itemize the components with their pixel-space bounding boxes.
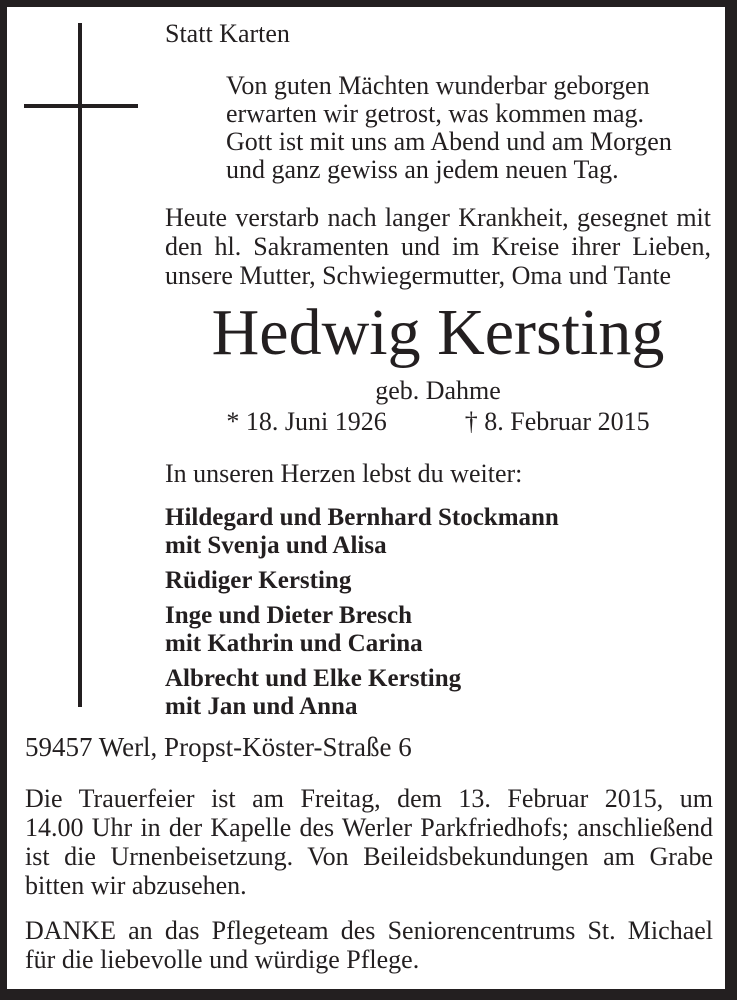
thanks-line: für die liebevolle und würdige Pflege.	[25, 945, 420, 974]
funeral-line: Die Trauerfeier ist am Freitag, dem 13. Februar 2015, um	[25, 784, 713, 813]
deceased-name: Hedwig Kersting	[211, 296, 665, 369]
funeral-line: 14.00 Uhr in der Kapelle des Werler Parkfriedhofs; anschließend	[25, 813, 713, 842]
mourner-group	[165, 567, 559, 595]
thanks-line: DANKE an das Pflegeteam des Seniorencentrums St. Michael	[25, 916, 713, 945]
mourner-group	[165, 665, 559, 721]
funeral-line: ist die Urnenbeisetzung. Von Beileidsbekundungen am Grabe	[25, 842, 713, 871]
funeral-line: bitten wir abzusehen.	[25, 871, 247, 900]
intro-line: unsere Mutter, Schwiegermutter, Oma und Tante	[165, 261, 672, 290]
death-announcement-paragraph	[165, 203, 711, 290]
cross-icon-horizontal-bar	[24, 104, 138, 108]
statt-karten-label: Statt Karten	[165, 19, 290, 48]
mourner-line: Rüdiger Kersting	[165, 567, 352, 594]
home-address: 59457 Werl, Propst-Köster-Straße 6	[25, 732, 412, 762]
mourner-group	[165, 602, 559, 658]
verse-line: und ganz gewiss an jedem neuen Tag.	[226, 155, 619, 184]
life-dates	[165, 408, 711, 436]
intro-line: Heute verstarb nach langer Krankheit, gesegnet mit	[165, 203, 711, 232]
thanks-paragraph	[25, 916, 713, 974]
maiden-name: geb. Dahme	[375, 376, 501, 405]
mourner-line: Inge und Dieter Bresch	[165, 602, 412, 629]
mourner-line: Hildegard und Bernhard Stockmann	[165, 504, 559, 531]
mourner-line: mit Kathrin und Carina	[165, 630, 423, 657]
death-date: † 8. Februar 2015	[464, 407, 650, 436]
memorial-line: In unseren Herzen lebst du weiter:	[165, 459, 523, 488]
mourner-line: Albrecht und Elke Kersting	[165, 665, 462, 692]
funeral-information-paragraph	[25, 784, 713, 900]
cross-icon-vertical-bar	[78, 23, 82, 707]
verse-line: Gott ist mit uns am Abend und am Morgen	[226, 127, 672, 156]
mourner-line: mit Jan und Anna	[165, 693, 358, 720]
mourner-line: mit Svenja und Alisa	[165, 532, 387, 559]
mourners-list	[165, 504, 559, 728]
verse-line: Von guten Mächten wunderbar geborgen	[226, 71, 650, 100]
memorial-verse	[226, 72, 672, 184]
mourner-group	[165, 504, 559, 560]
verse-line: erwarten wir getrost, was kommen mag.	[226, 99, 645, 128]
intro-line: den hl. Sakramenten und im Kreise ihrer Lieben,	[165, 232, 711, 261]
birth-date: * 18. Juni 1926	[226, 407, 387, 436]
